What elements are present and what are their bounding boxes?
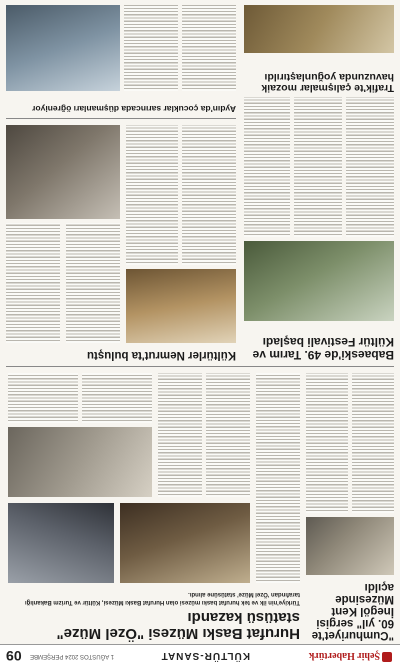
aydin-body-text-2 [124, 5, 178, 91]
dek-hurufat: Türkiye'nin ilk ve tek hurufat baskı müzesi olan Hurufat Baskı Müzesi, Kültür ve Turizm Bakanlığı tarafından 'Özel Müze' statüsüne alındı. [24, 591, 300, 605]
hurufat-body-text-3 [158, 373, 202, 497]
nemrut-photo-2 [6, 125, 120, 219]
hurufat-body-text-4 [82, 373, 152, 423]
hurufat-body-text [256, 373, 300, 583]
headline-aydin: Aydın'da çocuklar sarıncada düşmanları öğreniyor [32, 104, 236, 114]
babaeski-body-text-2 [294, 97, 342, 237]
babaeski-body-text-3 [244, 97, 290, 237]
nemrut-body-text-4 [126, 125, 178, 265]
exhibition-photo [306, 517, 394, 575]
newspaper-logo [309, 650, 392, 662]
headline-mosaic: Trafik'te çalışmalar mozaik havuzunda yoğunlaştırıldı [261, 70, 394, 94]
headline-nemrut: Kültürler Nemrut'ta buluştu [86, 349, 236, 361]
section-title: KÜLTÜR-SANAT [160, 650, 250, 661]
headline-babaeski: Babaeski'de 49. Tarım ve Kültür Festivali başladı [252, 335, 394, 362]
issue-date: 1 AĞUSTOS 2024 PERŞEMBE [30, 653, 114, 659]
festival-photo [244, 241, 394, 321]
nemrut-body-text-3 [182, 125, 236, 265]
nemrut-body-text-2 [6, 223, 60, 343]
cumhuriyet-body-text [352, 373, 394, 513]
nemrut-body-text [66, 223, 120, 343]
hurufat-body-text-5 [8, 373, 78, 423]
hurufat-body-text-2 [206, 373, 250, 497]
headline-hurufat: Hurufat Baskı Müzesi "Özel Müze" statüsü kazandı [56, 609, 300, 642]
logo-text: Şehir Habertürk [308, 650, 380, 661]
mosaic-photo [244, 5, 394, 53]
page-header [0, 644, 400, 665]
aydin-photo [6, 5, 120, 91]
hurufat-photo-1 [120, 503, 250, 583]
logo-mark-icon [382, 652, 392, 662]
headline-cumhuriyet: "Cumhuriyet'te 60. yıl" sergisi İnegöl Kent Müzesinde açıldı [311, 580, 394, 641]
section-divider-2 [6, 118, 236, 119]
babaeski-body-text [346, 97, 394, 237]
hurufat-photo-2 [8, 503, 114, 583]
section-divider [6, 366, 394, 367]
cumhuriyet-body-text-2 [306, 373, 348, 513]
aydin-body-text [182, 5, 236, 91]
hurufat-photo-3 [8, 427, 152, 497]
page-number: 09 [6, 648, 22, 664]
nemrut-photo [126, 269, 236, 343]
